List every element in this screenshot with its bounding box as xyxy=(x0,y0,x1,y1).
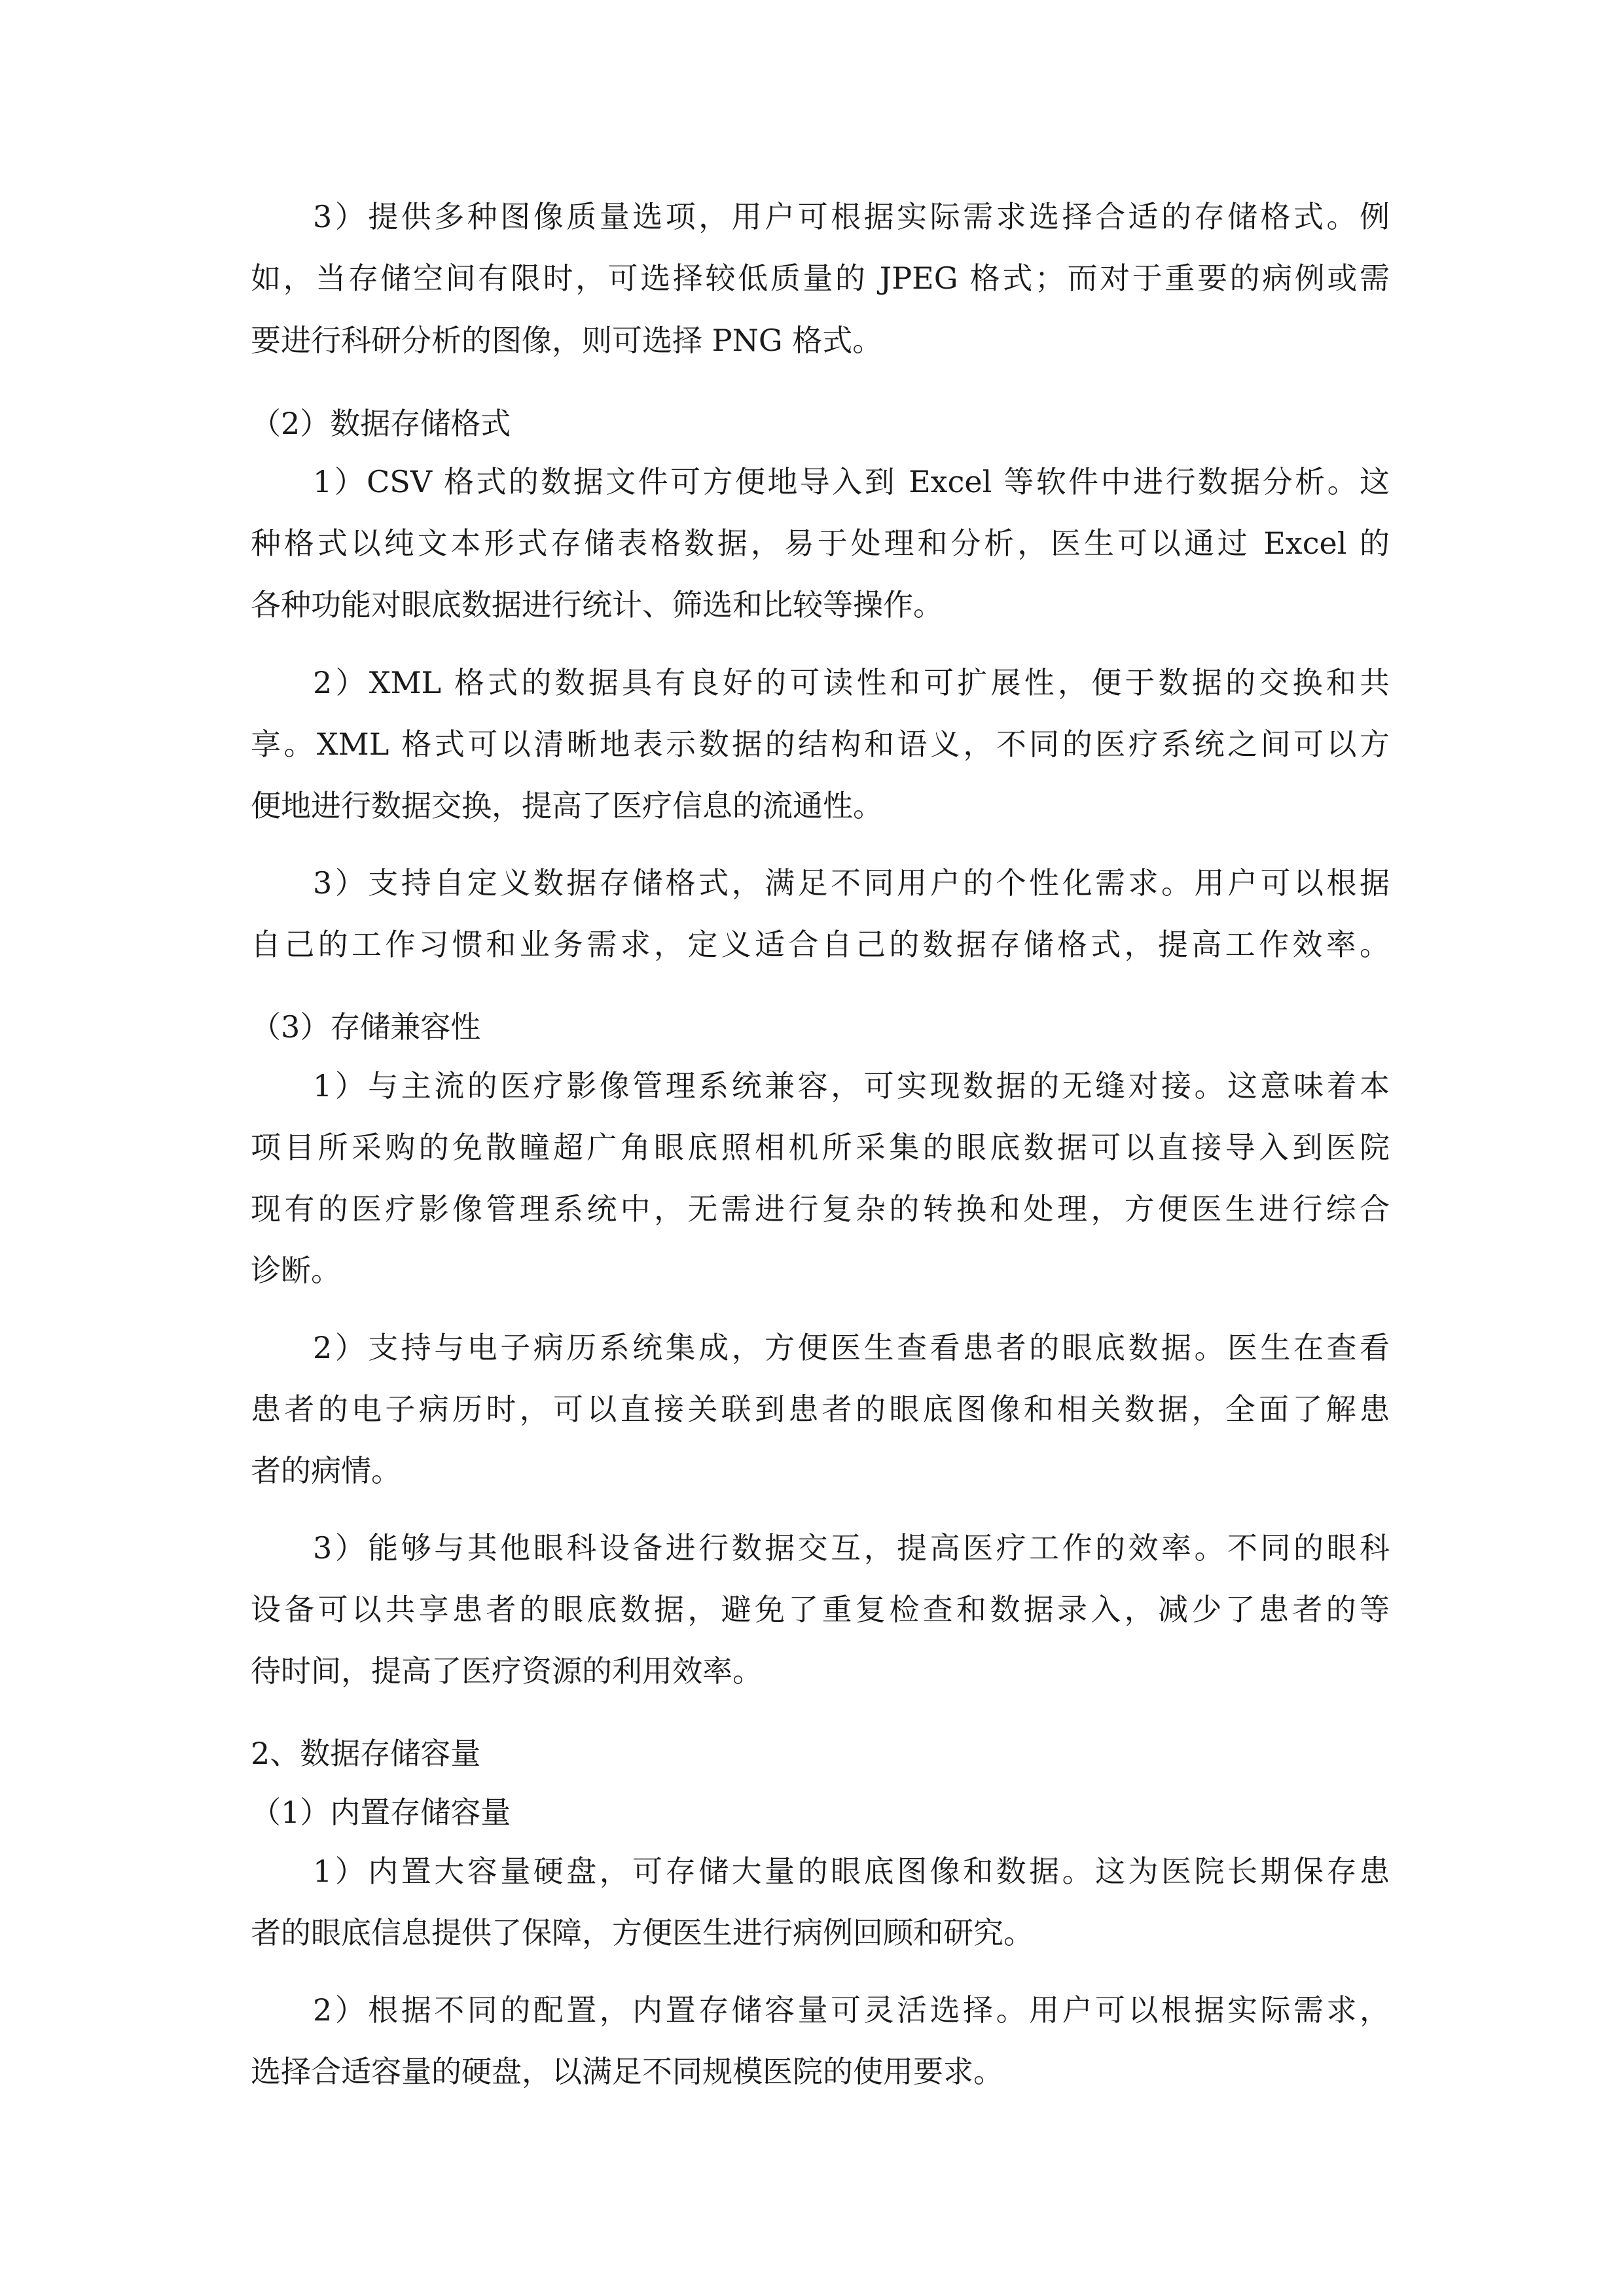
paragraph-line: 自己的工作习惯和业务需求，定义适合自己的数据存储格式，提高工作效率。 xyxy=(251,927,1390,962)
section-heading: （1）内置存储容量 xyxy=(251,1795,511,1830)
section-heading: （3）存储兼容性 xyxy=(251,1009,481,1045)
paragraph-line: 如，当存储空间有限时，可选择较低质量的 JPEG 格式；而对于重要的病例或需 xyxy=(251,260,1390,296)
section-heading: （2）数据存储格式 xyxy=(251,406,511,441)
paragraph-line: 设备可以共享患者的眼底数据，避免了重复检查和数据录入，减少了患者的等 xyxy=(251,1592,1390,1627)
paragraph-line: 3）支持自定义数据存储格式，满足不同用户的个性化需求。用户可以根据 xyxy=(313,865,1390,901)
paragraph-line: 享。XML 格式可以清晰地表示数据的结构和语义，不同的医疗系统之间可以方 xyxy=(251,726,1390,762)
paragraph-line: 种格式以纯文本形式存储表格数据，易于处理和分析，医生可以通过 Excel 的 xyxy=(251,526,1390,561)
paragraph-line: 便地进行数据交换，提高了医疗信息的流通性。 xyxy=(251,788,883,823)
paragraph-line: 1）内置大容量硬盘，可存储大量的眼底图像和数据。这为医院长期保存患 xyxy=(313,1854,1390,1889)
paragraph-line: 1）CSV 格式的数据文件可方便地导入到 Excel 等软件中进行数据分析。这 xyxy=(313,464,1390,499)
paragraph-line: 1）与主流的医疗影像管理系统兼容，可实现数据的无缝对接。这意味着本 xyxy=(313,1068,1390,1103)
paragraph-line: 者的病情。 xyxy=(251,1453,401,1488)
paragraph-line: 要进行科研分析的图像，则可选择 PNG 格式。 xyxy=(251,323,883,358)
paragraph-line: 项目所采购的免散瞳超广角眼底照相机所采集的眼底数据可以直接导入到医院 xyxy=(251,1130,1390,1165)
paragraph-line: 待时间，提高了医疗资源的利用效率。 xyxy=(251,1653,763,1689)
paragraph-line: 各种功能对眼底数据进行统计、筛选和比较等操作。 xyxy=(251,587,943,622)
paragraph-line: 现有的医疗影像管理系统中，无需进行复杂的转换和处理，方便医生进行综合 xyxy=(251,1191,1390,1227)
paragraph-line: 选择合适容量的硬盘，以满足不同规模医院的使用要求。 xyxy=(251,2054,1003,2089)
section-heading: 2、数据存储容量 xyxy=(251,1736,481,1771)
paragraph-line: 诊断。 xyxy=(251,1253,341,1288)
paragraph-line: 3）提供多种图像质量选项，用户可根据实际需求选择合适的存储格式。例 xyxy=(313,199,1390,234)
paragraph-line: 2）支持与电子病历系统集成，方便医生查看患者的眼底数据。医生在查看 xyxy=(313,1330,1390,1365)
paragraph-line: 2）XML 格式的数据具有良好的可读性和可扩展性，便于数据的交换和共 xyxy=(313,665,1390,700)
paragraph-line: 3）能够与其他眼科设备进行数据交互，提高医疗工作的效率。不同的眼科 xyxy=(313,1530,1390,1566)
paragraph-line: 2）根据不同的配置，内置存储容量可灵活选择。用户可以根据实际需求， xyxy=(313,1992,1390,2028)
paragraph-line: 者的眼底信息提供了保障，方便医生进行病例回顾和研究。 xyxy=(251,1915,1034,1950)
paragraph-line: 患者的电子病历时，可以直接关联到患者的眼底图像和相关数据，全面了解患 xyxy=(251,1391,1390,1427)
